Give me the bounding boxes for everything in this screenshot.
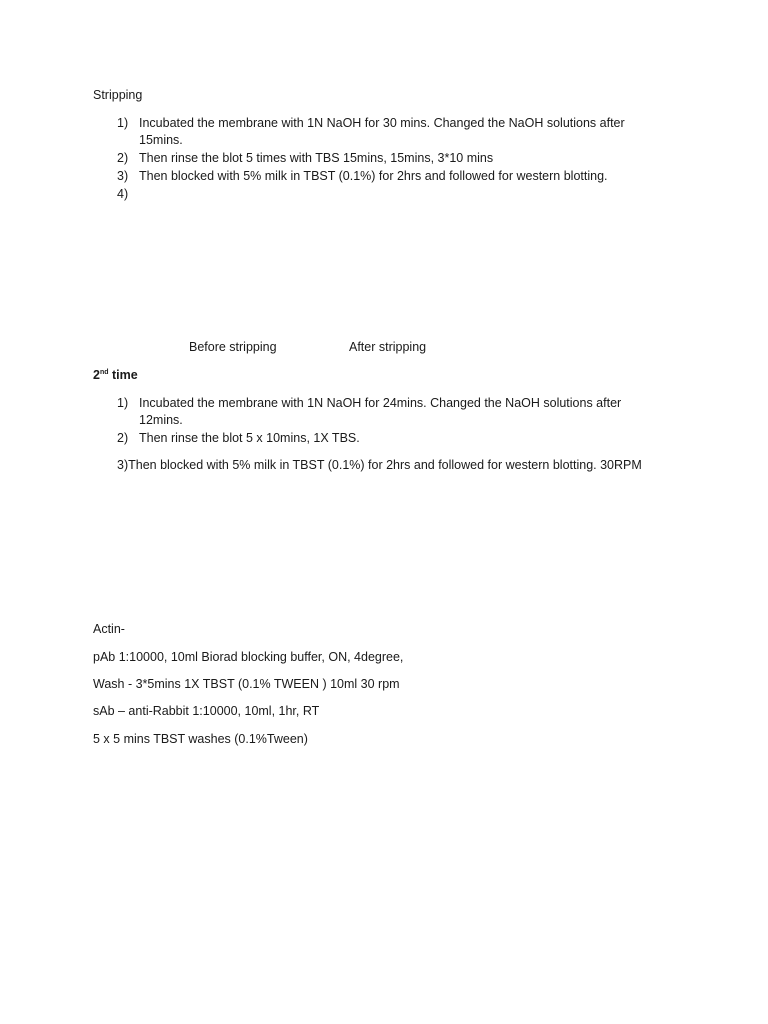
stripping-heading: Stripping (93, 88, 143, 102)
list-number: 2) (117, 431, 129, 445)
heading-number: 2 (93, 368, 100, 382)
list-item-text: Then blocked with 5% milk in TBST (0.1%) for 2hrs and followed for western blotting. (139, 169, 608, 183)
list-number: 1) (117, 116, 129, 130)
after-stripping-caption: After stripping (349, 340, 427, 354)
list-item-text: 3)Then blocked with 5% milk in TBST (0.1%) for 2hrs and followed for western blotting. 30RPM (117, 458, 642, 472)
list-number: 4) (117, 187, 129, 201)
protocol-line: Wash - 3*5mins 1X TBST (0.1% TWEEN ) 10ml 30 rpm (93, 677, 400, 691)
list-item-text: Then rinse the blot 5 times with TBS 15mins, 15mins, 3*10 mins (139, 151, 494, 165)
protocol-line: sAb – anti-Rabbit 1:10000, 10ml, 1hr, RT (93, 704, 320, 718)
list-number: 2) (117, 151, 129, 165)
protocol-line: pAb 1:10000, 10ml Biorad blocking buffer, ON, 4degree, (93, 650, 404, 664)
heading-superscript: nd (99, 368, 109, 376)
list-item-text: Incubated the membrane with 1N NaOH for 24mins. Changed the NaOH solutions after (139, 396, 622, 410)
list-number: 1) (117, 396, 129, 410)
actin-heading: Actin- (93, 622, 125, 636)
before-stripping-caption: Before stripping (189, 340, 277, 354)
second-time-heading (93, 367, 138, 384)
list-item-text-continued: 12mins. (139, 413, 183, 427)
heading-word: time (108, 368, 138, 382)
list-number: 3) (117, 169, 129, 183)
list-item-text: Then rinse the blot 5 x 10mins, 1X TBS. (139, 431, 360, 445)
list-item-text-continued: 15mins. (139, 133, 183, 147)
protocol-line: 5 x 5 mins TBST washes (0.1%Tween) (93, 732, 308, 746)
list-item-text: Incubated the membrane with 1N NaOH for 30 mins. Changed the NaOH solutions after (139, 116, 625, 130)
